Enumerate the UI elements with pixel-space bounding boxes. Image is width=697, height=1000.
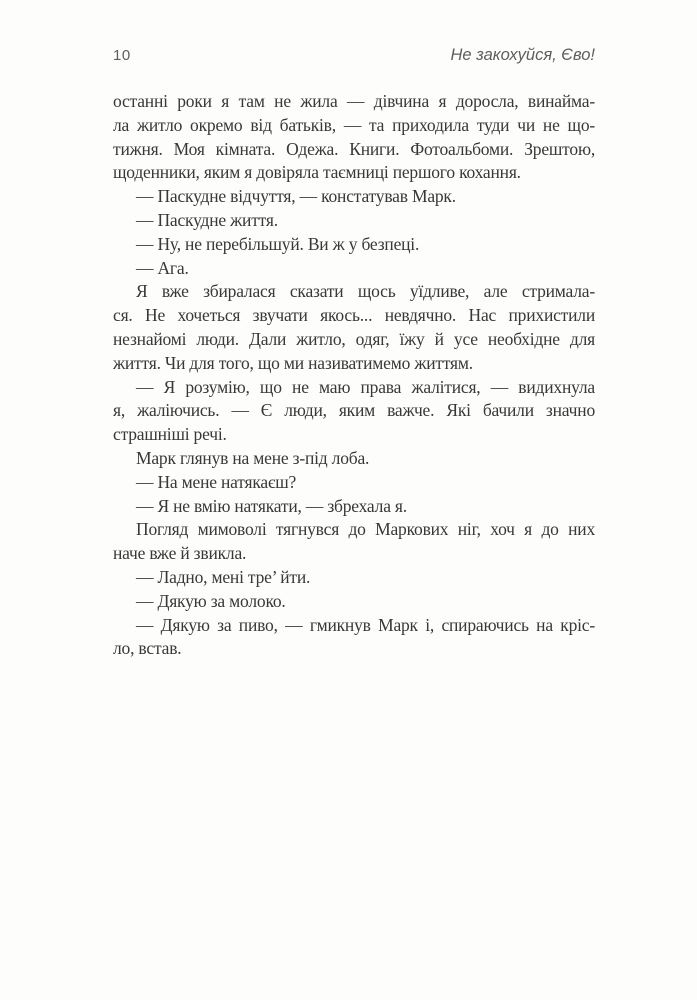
text-line: Марк глянув на мене з-під лоба. (136, 447, 370, 468)
text-line: — Дякую за пиво, — гмикнув Марк і, спираючись на кріс- (136, 614, 595, 635)
text-line: — Паскудне відчуття, — констатував Марк. (136, 186, 456, 207)
text-line: — Паскудне життя. (136, 209, 278, 230)
text-line: Погляд мимоволі тягнувся до Маркових ніг, хоч я до них (136, 519, 595, 540)
text-line: незнайомі люди. Дали житло, одяг, їжу й усе необхідне для (113, 328, 595, 349)
text-line: тижня. Моя кімната. Одежа. Книги. Фотоальбоми. Зрештою, (113, 138, 595, 159)
text-line: — Дякую за молоко. (136, 590, 286, 611)
text-line: життя. Чи для того, що ми називатимемо життям. (113, 352, 473, 373)
text-line: страшніші речі. (113, 424, 227, 445)
text-line: ся. Не хочеться звучати якось... невдячно. Нас прихистили (113, 305, 595, 326)
text-line: наче вже й звикла. (113, 543, 247, 564)
text-line: я, жаліючись. — Є люди, яким важче. Які бачили значно (113, 400, 595, 421)
text-line: останні роки я там не жила — дівчина я доросла, винайма- (113, 91, 595, 111)
text-line: ла житло окремо від батьків, — та приходила туди чи не що- (113, 114, 595, 135)
text-line: — Ага. (136, 257, 189, 278)
text-line: — На мене натякаєш? (136, 471, 297, 492)
text-line: — Я розумію, що не маю права жалітися, — видихнула (136, 376, 595, 397)
page-text (113, 90, 595, 661)
running-head (113, 46, 595, 65)
text-line: — Я не вмію натякати, — збрехала я. (136, 495, 407, 516)
text-line: Я вже збиралася сказати щось уїдливе, але стримала- (136, 281, 595, 302)
text-line: ло, встав. (113, 638, 182, 659)
text-line: — Ну, не перебільшуй. Ви ж у безпеці. (136, 233, 420, 254)
text-line: — Ладно, мені тре’ йти. (136, 566, 311, 587)
page-number: 10 (113, 47, 131, 64)
text-line: щоденники, яким я довіряла таємниці першого кохання. (113, 162, 521, 183)
running-title: Не закохуйся, Єво! (450, 46, 595, 64)
